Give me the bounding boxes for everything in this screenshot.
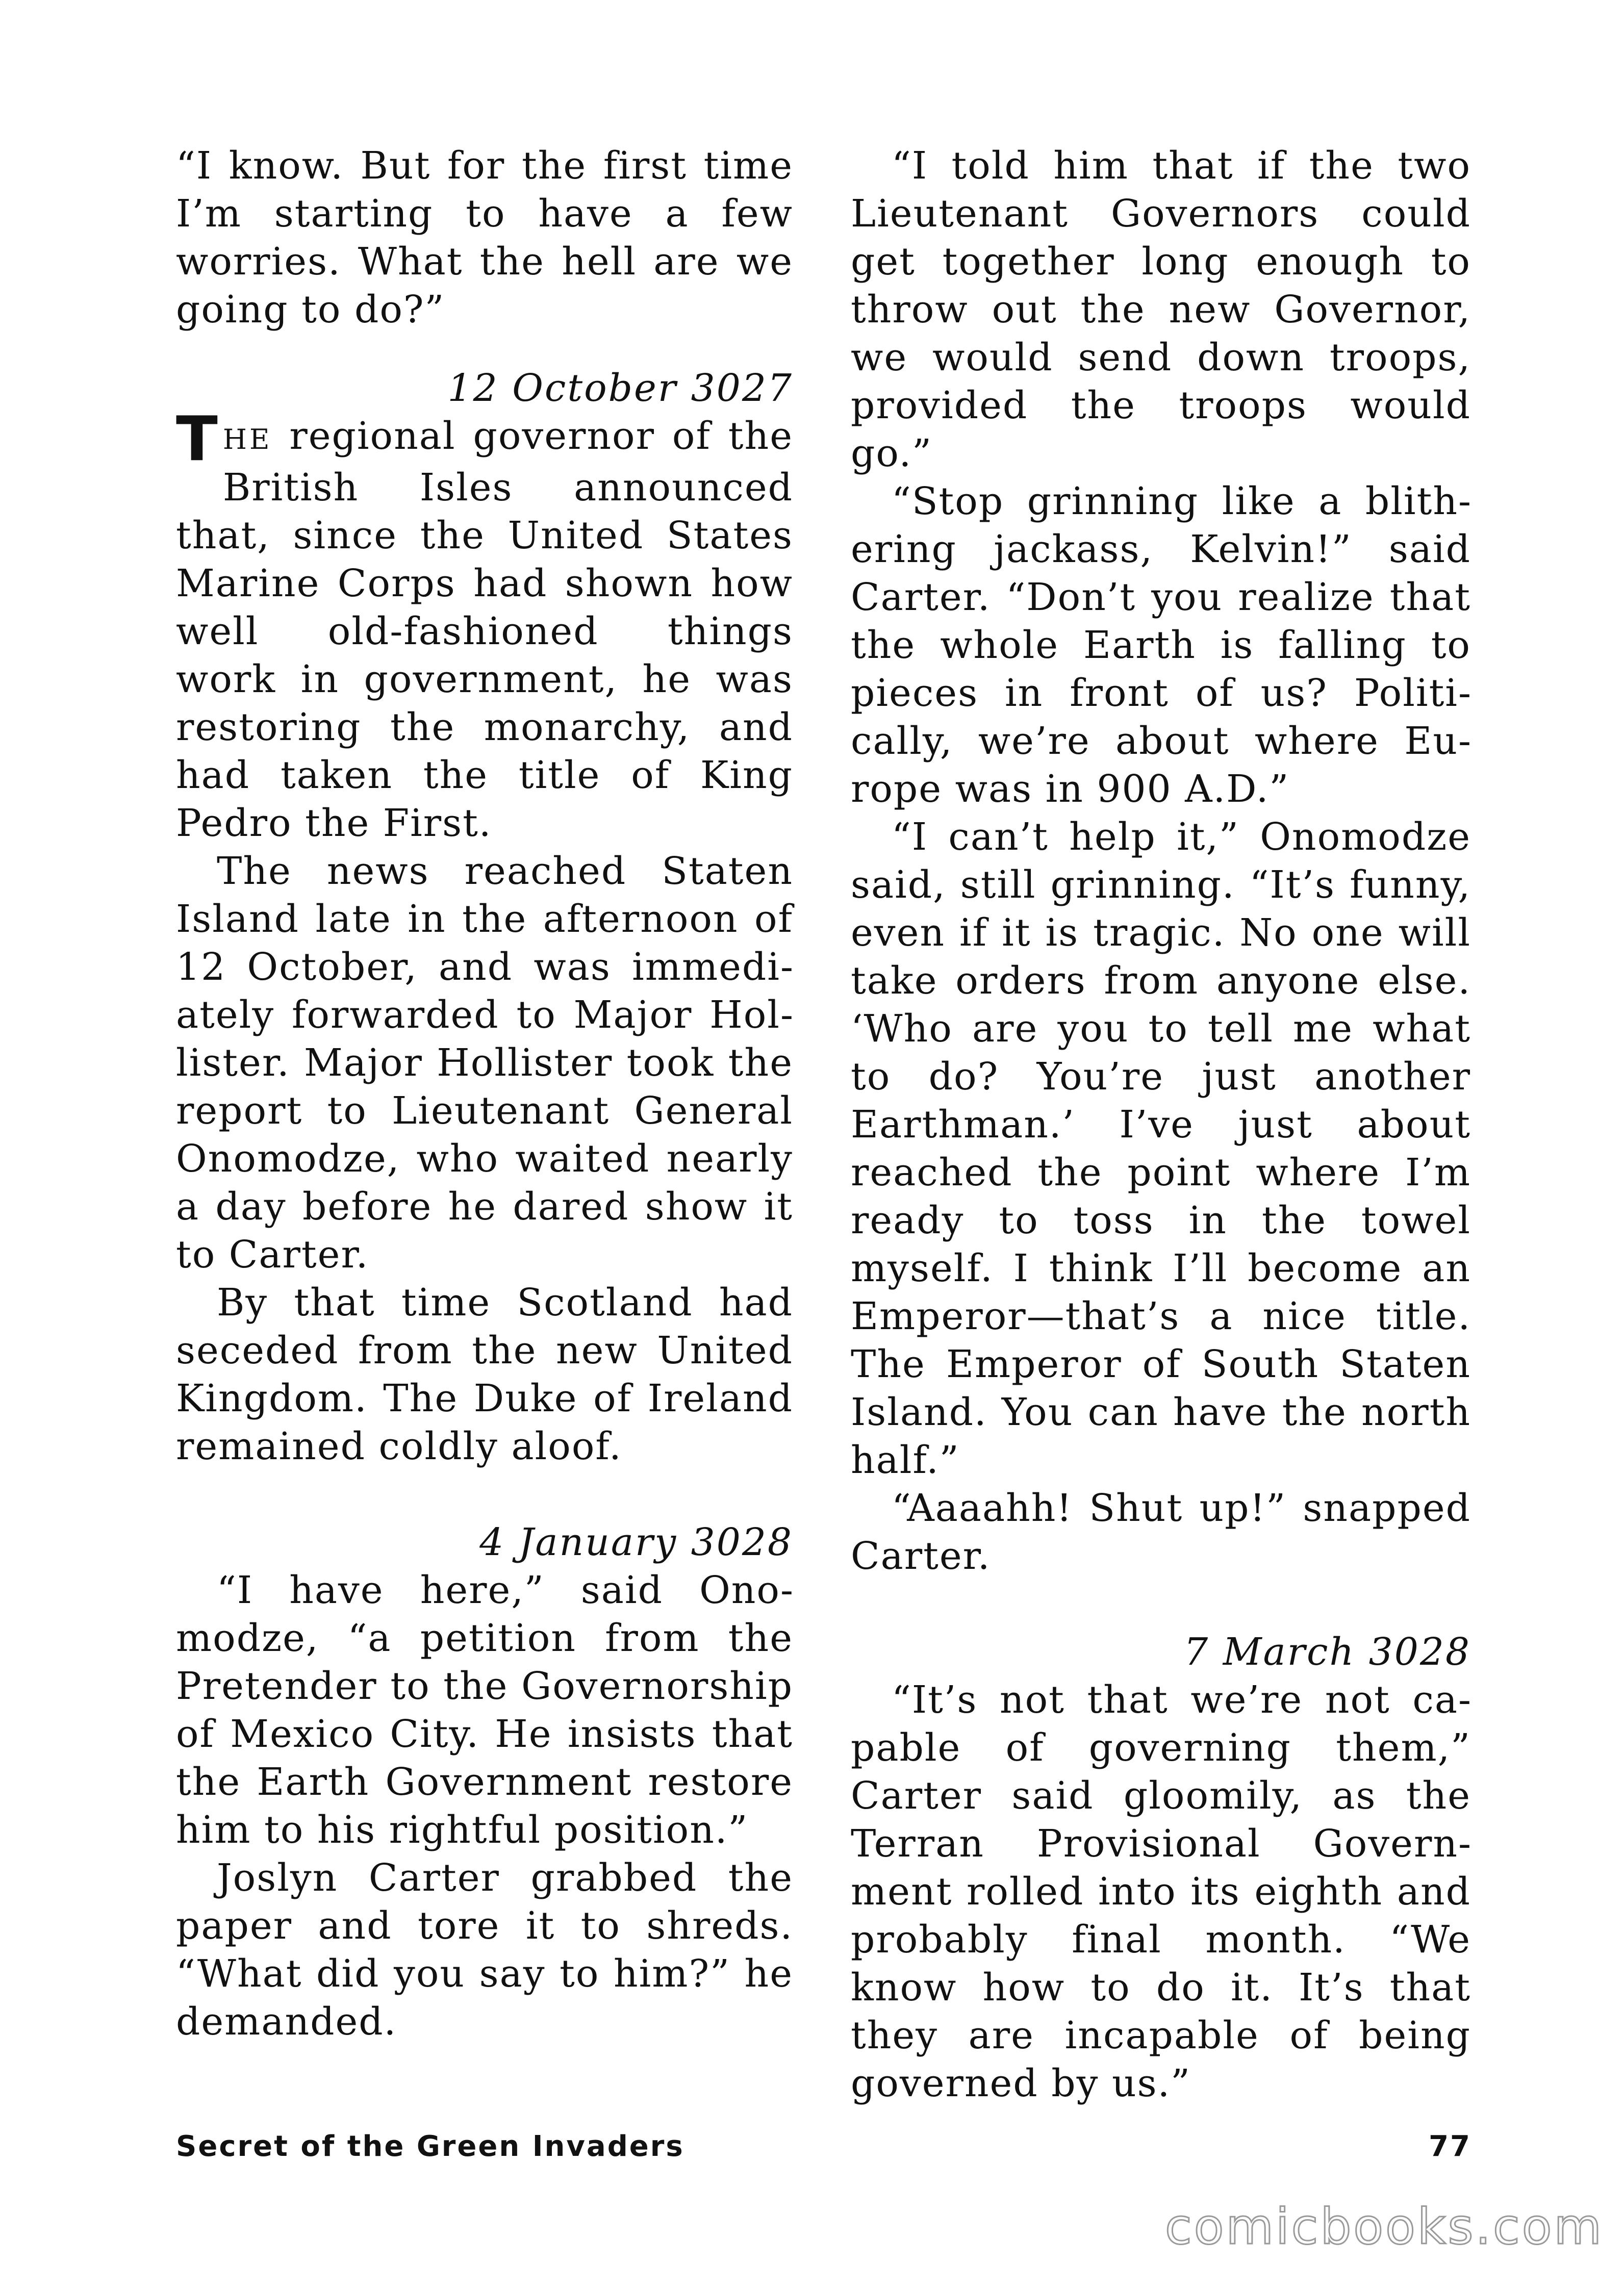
- paragraph: By that time Scotland had seceded from the new United Kingdom. The Duke of Ireland remained coldly aloof.: [176, 1281, 793, 1468]
- spacer: [176, 1470, 793, 1518]
- page-number: 77: [1429, 2130, 1471, 2163]
- right-column: [851, 142, 1471, 2107]
- paragraph: “I know. But for the first time I’m starting to have a few worries. What the hell are we going to do?”: [176, 144, 793, 332]
- paragraph: “I told him that if the two Lieutenant Governors could get together long enough to throw out the new Governor, we would send down troops, provided the troops would go.”: [851, 144, 1471, 475]
- paragraph: “Stop grinning like a blithering jackass, Kelvin!” said Carter. “Don’t you realize that the whole Earth is falling to pieces in front of us? Politically, we’re about where Europe was in 900 A.D.”: [851, 479, 1471, 811]
- paragraph: “I can’t help it,” Onomodze said, still grinning. “It’s funny, even if it is tragic. No one will take orders from anyone else. ‘Who are you to tell me what to do? You’re just another Earthman.’ I’ve just about reached the point where I’m ready to toss in the towel myself. I think I’ll become an Emperor—that’s a nice title. The Emperor of South Staten Island. You can have the north half.”: [851, 815, 1471, 1482]
- small-caps-lead: HE: [222, 423, 272, 455]
- left-column: [176, 142, 793, 2046]
- paragraph: Joslyn Carter grabbed the paper and tore it to shreds. “What did you say to him?” he demanded.: [176, 1856, 793, 2044]
- paragraph: The news reached Staten Island late in the afternoon of 12 October, and was immediately forwarded to Major Hollister. Major Hollister took the report to Lieutenant General Onomodze, who waited nearly a day before he dared show it to Carter.: [176, 849, 793, 1277]
- opening-paragraph: [176, 404, 793, 847]
- watermark: comicbooks.com: [1164, 2198, 1604, 2255]
- running-title: Secret of the Green Invaders: [176, 2130, 684, 2163]
- paragraph: “I have here,” said Onomodze, “a petition from the Pretender to the Governorship of Mexico City. He insists that the Earth Government restore him to his rightful position.”: [176, 1568, 793, 1852]
- paragraph: “Aaaahh! Shut up!” snapped Carter.: [851, 1486, 1471, 1578]
- dateline: 4 January 3028: [479, 1520, 793, 1564]
- paragraph-text: regional governor of the British Isles announced that, since the United States Marine Corps had shown how well old-fashioned things work in government, he was restoring the monarchy, and had taken the title of King Pedro the First.: [176, 414, 793, 845]
- drop-cap: T: [176, 404, 218, 475]
- paragraph: “It’s not that we’re not capable of governing them,” Carter said gloomily, as the Terran Provisional Government rolled into its eighth and probably final month. “We know how to do it. It’s that they are incapable of being governed by us.”: [851, 1678, 1471, 2105]
- spacer: [851, 1580, 1471, 1628]
- dateline: 12 October 3027: [447, 366, 793, 410]
- dateline: 7 March 3028: [1184, 1630, 1471, 1674]
- spacer: [176, 334, 793, 364]
